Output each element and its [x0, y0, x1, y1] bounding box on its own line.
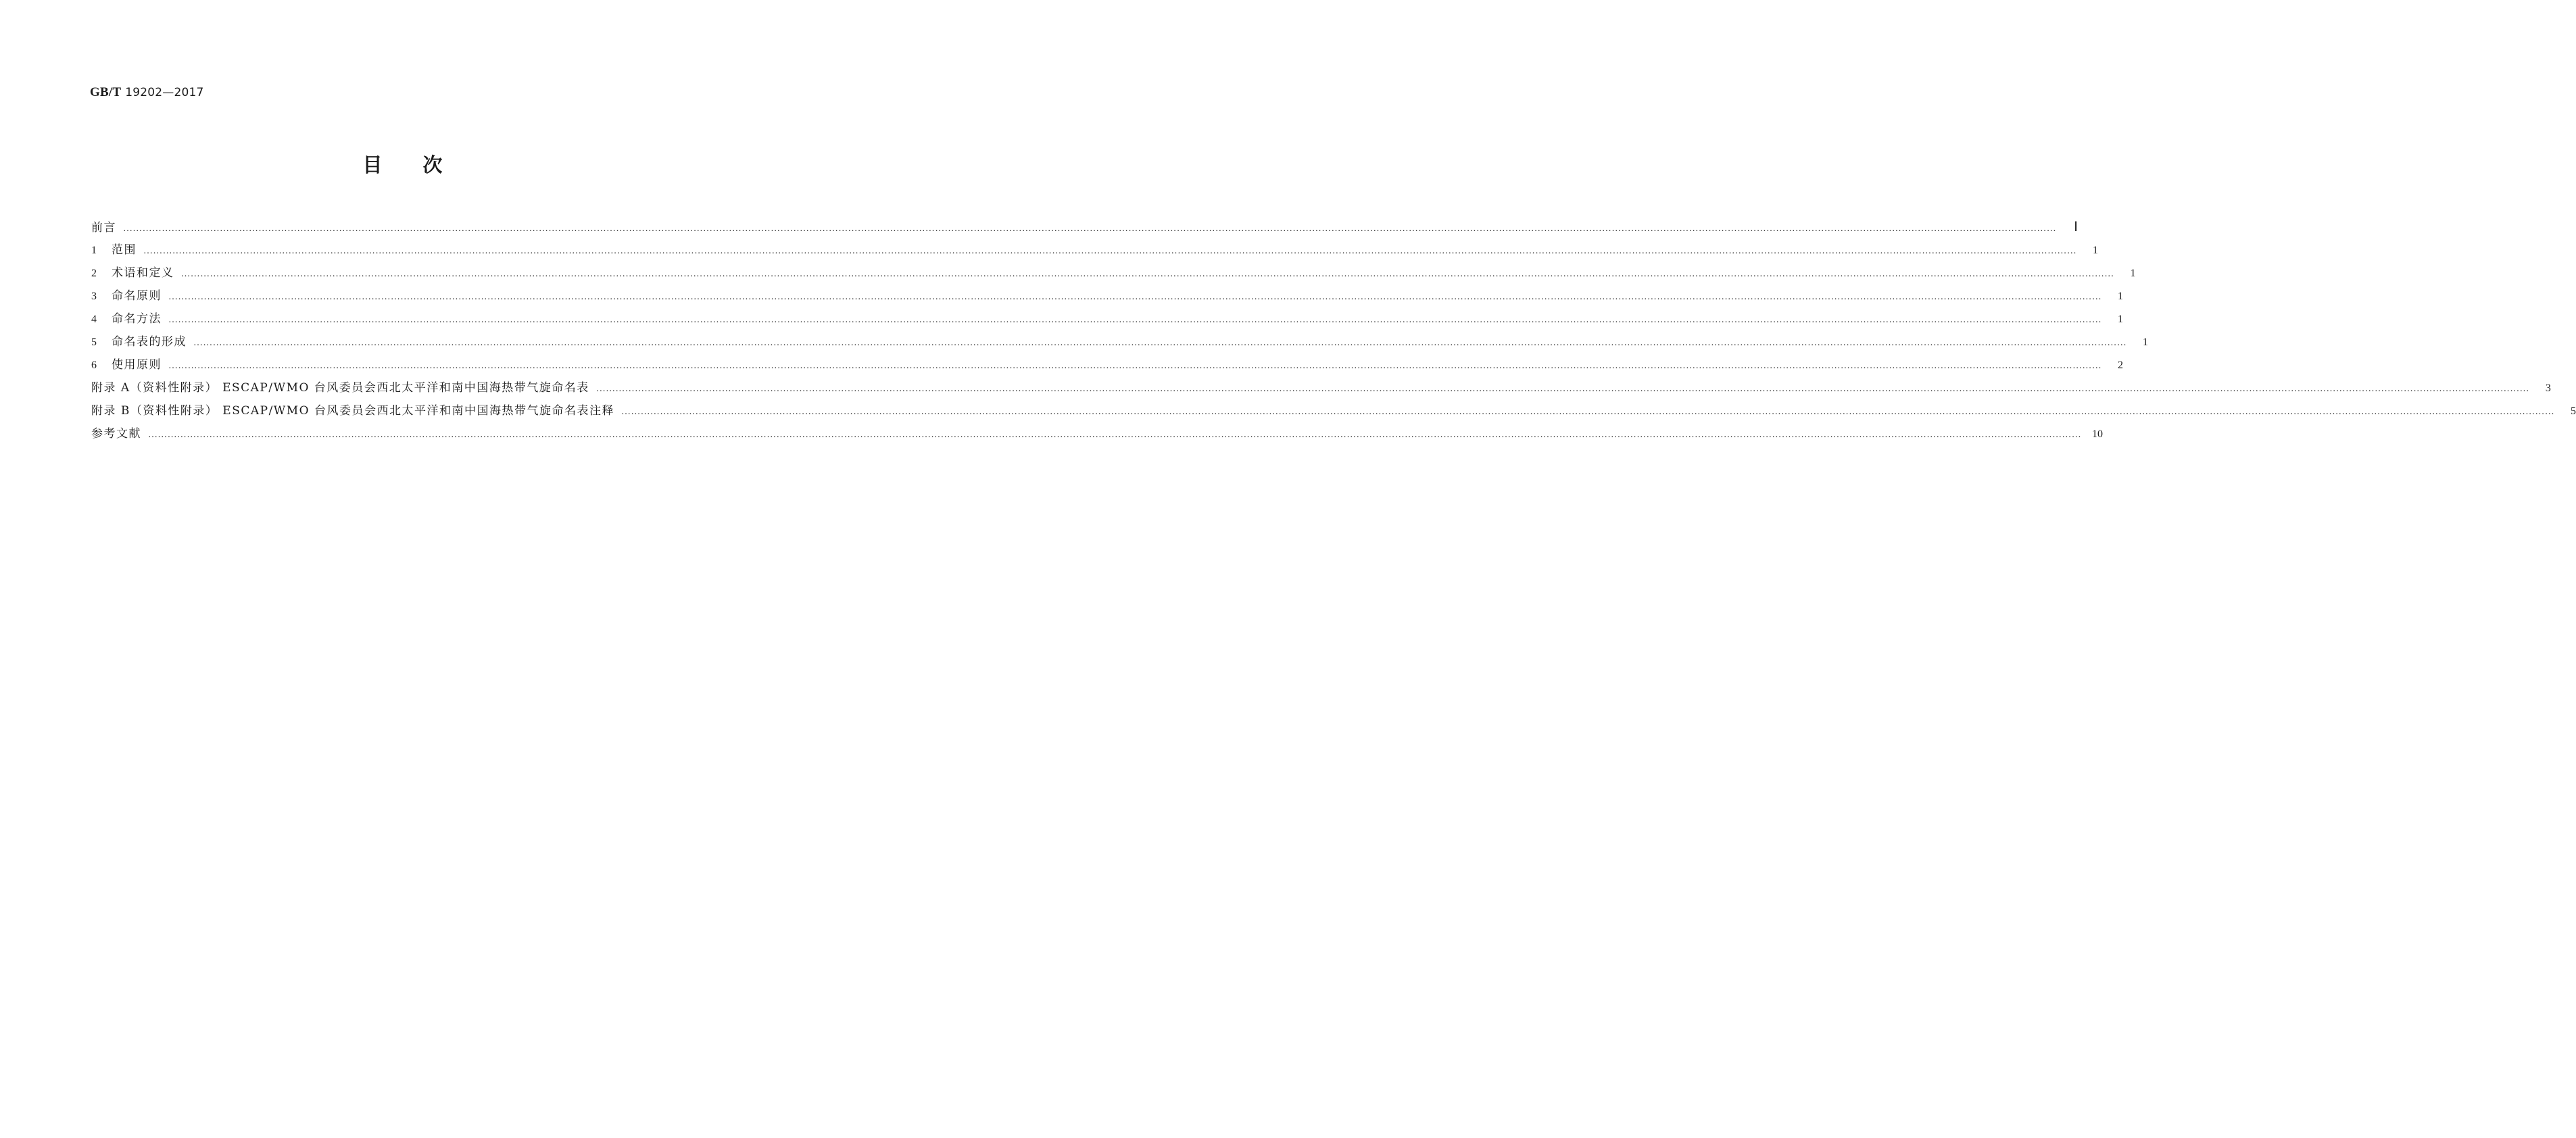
toc-entry-page: 1: [2143, 337, 2148, 348]
toc-entry-appendix-a[interactable]: [91, 380, 2551, 396]
toc-entry-terms[interactable]: [91, 265, 2136, 281]
toc-leader-dots: ……………………………………………………………………………………………………………………………………………………………………………………………………………………………………………………………………………………………………………………………………………………………………………………………………………………………………………………………………………………………………………………………………………………: [168, 361, 2101, 371]
toc-entry-foreword[interactable]: [91, 219, 2078, 235]
toc-entry-number: 4: [91, 314, 97, 325]
toc-leader-dots: ……………………………………………………………………………………………………………………………………………………………………………………………………………………………………………………………………………………………………………………………………………………………………………………………………………………………………………………………………………………………………………………………………………………: [596, 384, 2529, 394]
toc-entry-label: 命名原则: [112, 289, 162, 303]
toc-entry-label: 范围: [112, 243, 137, 257]
toc-entry-label: 术语和定义: [112, 266, 174, 280]
toc-leader-dots: ……………………………………………………………………………………………………………………………………………………………………………………………………………………………………………………………………………………………………………………………………………………………………………………………………………………………………………………………………………………………………………………………………………………: [168, 315, 2101, 325]
toc-entry-page: 2: [2118, 360, 2123, 371]
toc-entry-page: 5: [2571, 405, 2576, 417]
standard-prefix: GB/T: [90, 85, 122, 99]
toc-entry-page: 1: [2130, 268, 2136, 279]
toc-leader-dots: ……………………………………………………………………………………………………………………………………………………………………………………………………………………………………………………………………………………………………………………………………………………………………………………………………………………………………………………………………………………………………………………………………………………: [168, 292, 2101, 302]
toc-entry-scope[interactable]: [91, 242, 2098, 258]
toc-entry-page: 1: [2093, 245, 2098, 256]
page-title-char-2: 次: [422, 153, 443, 176]
page-title-char-1: 目: [362, 153, 383, 176]
toc-leader-dots: ……………………………………………………………………………………………………………………………………………………………………………………………………………………………………………………………………………………………………………………………………………………………………………………………………………………………………………………………………………………………………………………………………………………: [148, 430, 2081, 440]
toc-entry-label: 前言: [91, 221, 116, 234]
toc-entry-label: 附录 B（资料性附录） ESCAP/WMO 台风委员会西北太平洋和南中国海热带气旋命名表注释: [91, 404, 615, 418]
toc-entry-label: 命名方法: [112, 312, 162, 326]
toc-entry-name-list-formation[interactable]: [91, 334, 2148, 350]
toc-entry-appendix-b[interactable]: [91, 403, 2576, 419]
toc-entry-label: 使用原则: [112, 358, 162, 372]
toc-entry-number: 5: [91, 337, 97, 348]
toc-entry-references[interactable]: [91, 426, 2103, 442]
toc-leader-dots: ……………………………………………………………………………………………………………………………………………………………………………………………………………………………………………………………………………………………………………………………………………………………………………………………………………………………………………………………………………………………………………………………………………………: [180, 269, 2114, 279]
toc-entry-naming-method[interactable]: [91, 311, 2123, 327]
standard-number: 19202—2017: [125, 86, 204, 99]
toc-entry-naming-principles[interactable]: [91, 288, 2123, 304]
toc-leader-dots: ……………………………………………………………………………………………………………………………………………………………………………………………………………………………………………………………………………………………………………………………………………………………………………………………………………………………………………………………………………………………………………………………………………………: [193, 338, 2127, 348]
toc-entry-page: Ⅰ: [2074, 220, 2078, 234]
toc-entry-number: 6: [91, 360, 97, 371]
page-title: [0, 150, 805, 178]
toc-entry-usage-principles[interactable]: [91, 357, 2123, 373]
toc-entry-page: 10: [2092, 428, 2103, 440]
toc-entry-page: 1: [2118, 291, 2123, 302]
toc-leader-dots: ……………………………………………………………………………………………………………………………………………………………………………………………………………………………………………………………………………………………………………………………………………………………………………………………………………………………………………………………………………………………………………………………………………………: [123, 224, 2056, 234]
toc-entry-label: 命名表的形成: [112, 335, 187, 349]
standard-code: [90, 85, 204, 100]
toc-leader-dots: ……………………………………………………………………………………………………………………………………………………………………………………………………………………………………………………………………………………………………………………………………………………………………………………………………………………………………………………………………………………………………………………………………………………: [143, 246, 2076, 256]
toc-entry-label: 附录 A（资料性附录） ESCAP/WMO 台风委员会西北太平洋和南中国海热带气旋命名表: [91, 381, 589, 395]
toc-entry-number: 3: [91, 291, 97, 302]
toc-leader-dots: ……………………………………………………………………………………………………………………………………………………………………………………………………………………………………………………………………………………………………………………………………………………………………………………………………………………………………………………………………………………………………………………………………………………: [621, 407, 2555, 417]
toc-entry-label: 参考文献: [91, 427, 141, 441]
toc-entry-number: 2: [91, 268, 97, 279]
toc-entry-number: 1: [91, 245, 97, 256]
toc-entry-page: 3: [2545, 382, 2551, 394]
toc-entry-page: 1: [2118, 314, 2123, 325]
